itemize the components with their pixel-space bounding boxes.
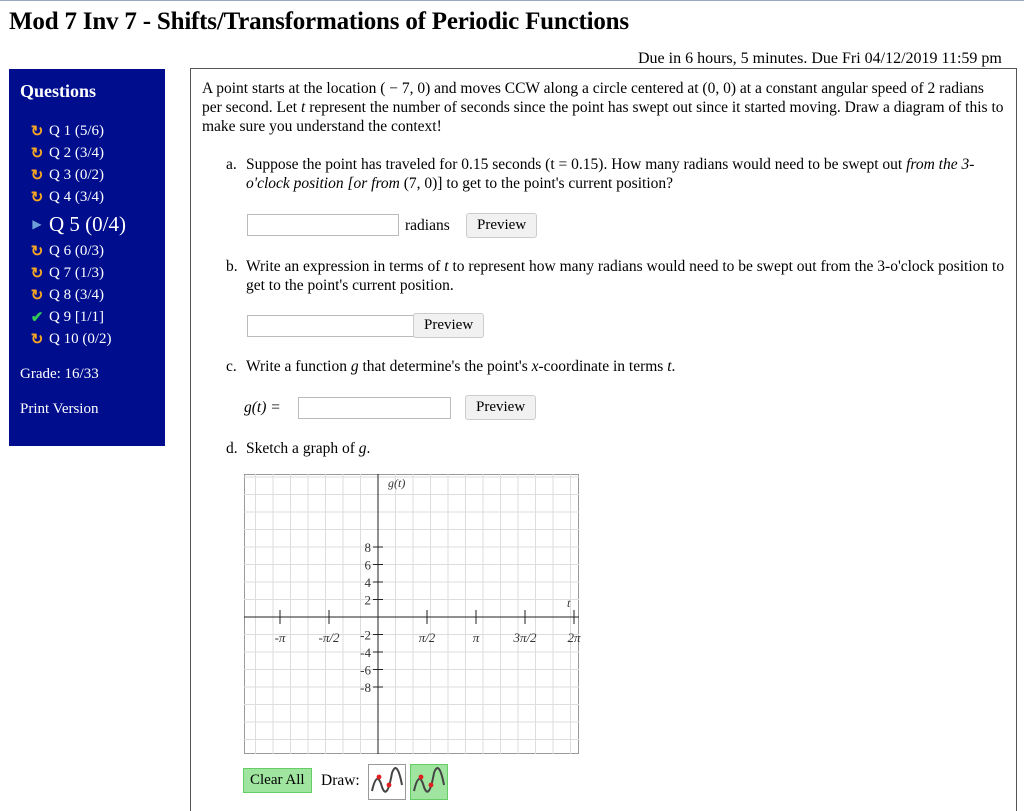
sidebar-item-q10[interactable] [30, 330, 112, 348]
retry-icon: ↻ [30, 243, 44, 260]
sidebar-item-q5-current[interactable] [30, 212, 126, 237]
sidebar-item-q3[interactable] [30, 166, 104, 184]
sidebar-item-label: Q 2 (3/4) [49, 144, 104, 161]
x-tick-label: -π [274, 630, 286, 645]
retry-icon: ↻ [30, 145, 44, 162]
current-arrow-icon: ▶ [32, 217, 42, 231]
sine-wave-tool-icon-selected[interactable] [410, 764, 448, 800]
part-d: d. Sketch a graph of g. [226, 440, 371, 457]
top-rule [0, 0, 1024, 1]
retry-icon: ↻ [30, 123, 44, 140]
graph-canvas[interactable] [244, 474, 579, 754]
x-tick-label: π/2 [418, 630, 436, 645]
sidebar-item-q4[interactable] [30, 188, 104, 206]
x-axis-label: t [567, 596, 571, 610]
y-tick-label: -4 [360, 645, 371, 660]
answer-b-input[interactable] [247, 315, 415, 337]
y-tick-label: -6 [360, 662, 371, 678]
part-a: a. Suppose the point has traveled for 0.15 seconds (t = 0.15). How many radians would need to be swept out from the 3-o'clock position [or from (7, 0)] to get to the point's current position? [226, 156, 975, 192]
sidebar-item-label: Q 7 (1/3) [49, 264, 104, 281]
clear-all-button[interactable]: Clear All [243, 768, 312, 793]
x-tick-label: 2π [567, 630, 581, 645]
y-tick-label: 2 [364, 592, 371, 608]
graph-frame [245, 475, 579, 754]
retry-icon: ↻ [30, 331, 44, 348]
due-date: Due in 6 hours, 5 minutes. Due Fri 04/12/2019 11:59 pm [638, 50, 1002, 67]
part-b: b. Write an expression in terms of t to represent how many radians would need to be swept out from the 3-o'clock position to get to the point's current position. [226, 258, 1005, 294]
retry-icon: ↻ [30, 265, 44, 282]
sidebar-item-label: Q 4 (3/4) [49, 188, 104, 205]
preview-b-button[interactable]: Preview [413, 313, 484, 338]
sidebar-item-label: Q 8 (3/4) [49, 286, 104, 303]
retry-icon: ↻ [30, 287, 44, 304]
preview-c-button[interactable]: Preview [465, 395, 536, 420]
function-prompt: g(t) = [244, 399, 281, 416]
question-sidebar [9, 69, 165, 446]
sidebar-item-q2[interactable] [30, 144, 104, 162]
grade-display: Grade: 16/33 [20, 366, 99, 382]
question-content [190, 69, 1017, 811]
y-tick-label: -2 [360, 627, 371, 643]
sidebar-item-q8[interactable] [30, 286, 104, 304]
answer-a-input[interactable] [247, 214, 399, 236]
preview-a-button[interactable]: Preview [466, 213, 537, 238]
y-tick-label: 8 [364, 540, 371, 555]
sidebar-item-label: Q 9 [1/1] [49, 309, 104, 325]
sidebar-item-label: Q 1 (5/6) [49, 122, 104, 139]
sidebar-title: Questions [20, 81, 97, 101]
sidebar-item-label: Q 10 (0/2) [49, 330, 112, 347]
sidebar-item-q9[interactable] [30, 308, 104, 327]
retry-icon: ↻ [30, 167, 44, 184]
x-tick-label: π [472, 630, 480, 645]
question-intro: A point starts at the location ( − 7, 0) and moves CCW along a circle centered at (0, 0) at a constant angular speed of 2 radians per second. Let t represent the number of seconds since the point has swept out since it started moving. Draw a diagram of this to make sure you understand the context! [202, 80, 1004, 135]
x-tick-label: 3π/2 [513, 630, 537, 645]
sidebar-item-q7[interactable] [30, 264, 104, 282]
sidebar-item-label: Q 6 (0/3) [49, 242, 104, 259]
y-tick-label: 4 [364, 575, 371, 590]
x-tick-label: -π/2 [318, 630, 340, 645]
y-axis-label: g(t) [388, 476, 406, 490]
answer-c-input[interactable] [298, 397, 451, 419]
sine-wave-tool-icon[interactable] [368, 764, 406, 800]
sidebar-item-q6[interactable] [30, 242, 104, 260]
print-version-link[interactable]: Print Version [20, 401, 99, 417]
sidebar-item-label: Q 5 (0/4) [49, 212, 126, 236]
radians-unit: radians [405, 217, 450, 234]
sidebar-item-q1[interactable] [30, 122, 104, 140]
retry-icon: ↻ [30, 189, 44, 206]
checkmark-icon: ✔ [30, 310, 44, 326]
y-tick-label: 6 [364, 557, 371, 573]
y-tick-label: -8 [360, 680, 371, 695]
part-c: c. Write a function g that determine's the point's x-coordinate in terms t. [226, 358, 676, 375]
sidebar-item-label: Q 3 (0/2) [49, 166, 104, 183]
draw-label: Draw: [321, 772, 360, 789]
page-title: Mod 7 Inv 7 - Shifts/Transformations of Periodic Functions [9, 8, 629, 35]
